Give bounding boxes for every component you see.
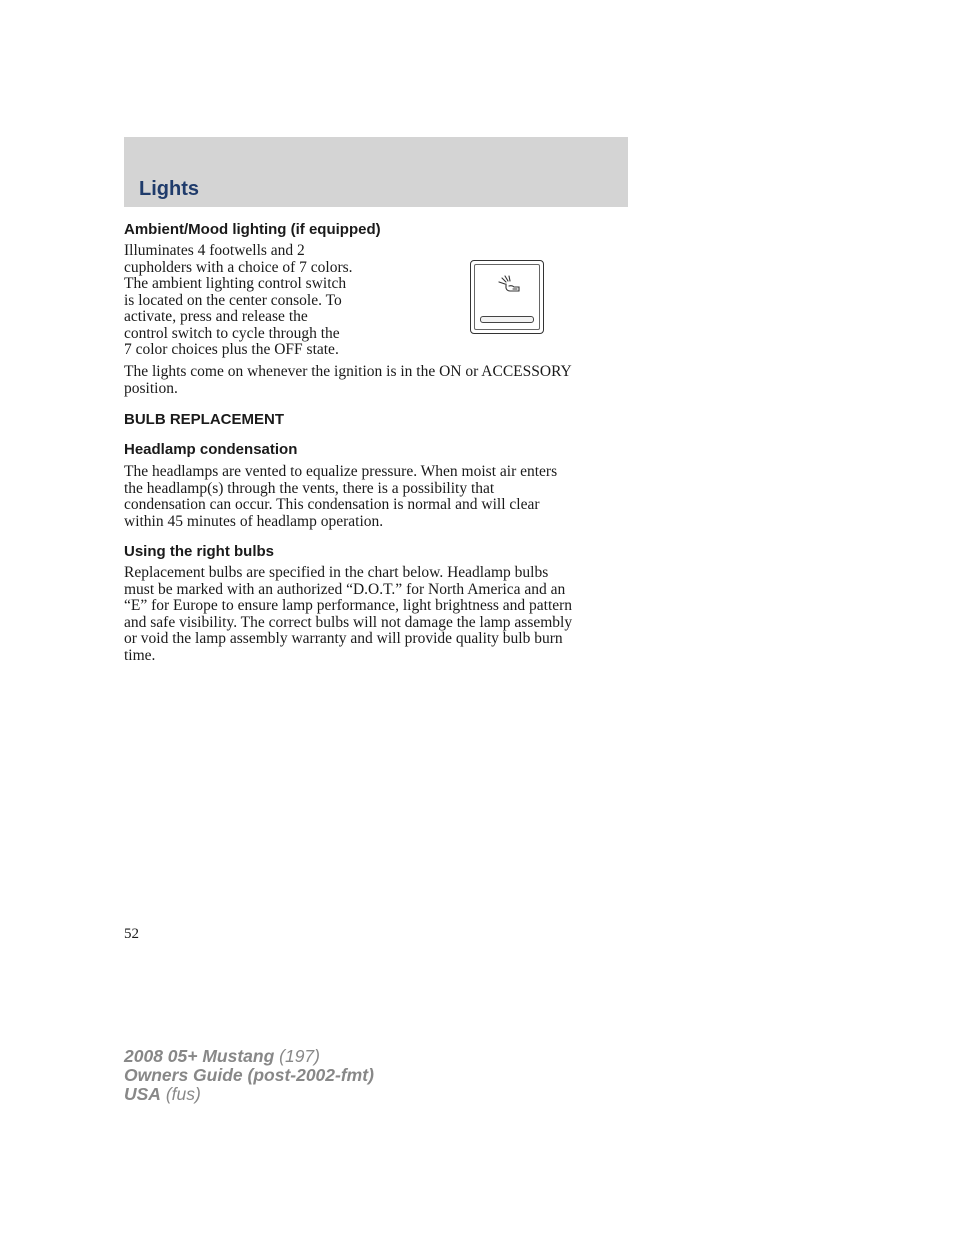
headlamp-condensation-body: The headlamps are vented to equalize pressure. When moist air enters the headlamp(s) through the vents, there is a possibility that condensation can occur. This condensation is normal and will clear within 45 minutes of headlamp operation. [124, 463, 558, 530]
switch-face [474, 264, 540, 330]
ambient-lighting-body: Illuminates 4 footwells and 2 cupholders with a choice of 7 colors. The ambient lighting control switch is located on the center console. To activate, press and release the control switch to cycle through the 7 color choices plus the OFF state. [124, 242, 353, 358]
bulb-replacement-heading: BULB REPLACEMENT [124, 411, 284, 428]
footer-line-2 [124, 1066, 374, 1085]
section-title: Lights [139, 178, 199, 200]
footer-model-code: (197) [274, 1046, 320, 1066]
page-number: 52 [124, 926, 139, 942]
section-header-band [124, 137, 628, 207]
footer-line-3 [124, 1085, 374, 1104]
right-bulbs-body: Replacement bulbs are specified in the chart below. Headlamp bulbs must be marked with an authorized “D.O.T.” for North America and an “E” for Europe to ensure lamp performance, light brightness and pattern and safe visibility. The correct bulbs will not damage the lamp assembly or void the lamp assembly warranty and will provide quality bulb burn time. [124, 564, 573, 664]
headlamp-condensation-heading: Headlamp condensation [124, 441, 298, 458]
footer-model: 2008 05+ Mustang [124, 1046, 275, 1066]
footer-region: USA [124, 1084, 161, 1104]
ambient-lighting-heading: Ambient/Mood lighting (if equipped) [124, 221, 381, 238]
ambient-light-switch-icon [497, 274, 523, 296]
ambient-lighting-note: The lights come on whenever the ignition is in the ON or ACCESSORY position. [124, 363, 572, 397]
ambient-light-switch-illustration [470, 260, 544, 334]
document-footer [124, 1047, 374, 1104]
right-bulbs-heading: Using the right bulbs [124, 543, 274, 560]
footer-region-code: (fus) [160, 1084, 201, 1104]
footer-guide: Owners Guide (post-2002-fmt) [124, 1065, 374, 1085]
footer-line-1 [124, 1047, 374, 1066]
switch-indicator-bar [480, 316, 534, 323]
